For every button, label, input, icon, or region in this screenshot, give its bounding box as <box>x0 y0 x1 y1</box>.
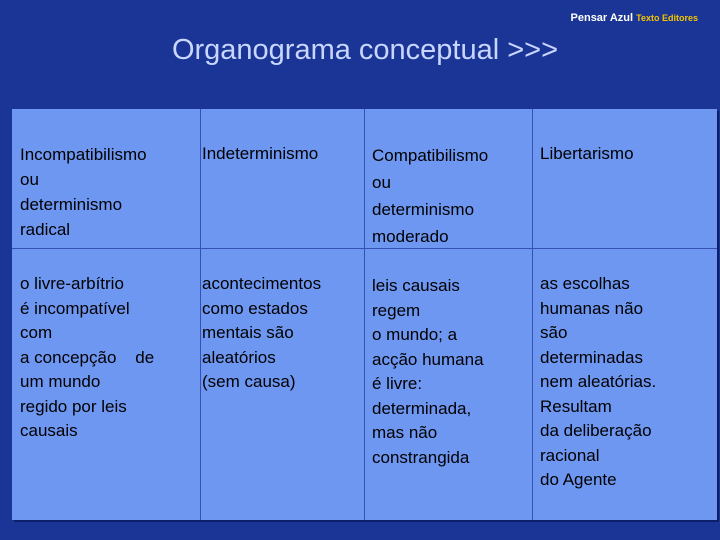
row-divider <box>12 248 717 249</box>
column-divider <box>364 109 365 520</box>
brand-logo <box>571 12 698 24</box>
brand-publisher: Texto Editores <box>636 13 698 23</box>
column-divider <box>200 109 201 520</box>
description-compatibilismo: leis causais regem o mundo; a acção humana é livre: determinada, mas não constrangida <box>372 276 484 467</box>
description-libertarismo: as escolhas humanas não são determinadas nem aleatórias. Resultam da deliberação racional do Agente <box>540 274 657 489</box>
header-incompatibilismo: Incompatibilismo ou determinismo radical <box>20 145 147 239</box>
header-libertarismo: Libertarismo <box>540 144 634 163</box>
page-title: Organograma conceptual >>> <box>171 34 559 66</box>
column-divider <box>532 109 533 520</box>
brand-name: Pensar Azul <box>570 12 634 24</box>
header-indeterminismo: Indeterminismo <box>202 144 319 163</box>
header-compatibilismo: Compatibilismo ou determinismo moderado <box>372 146 489 246</box>
description-incompatibilismo: o livre-arbítrio é incompatível com a concepção de um mundo regido por leis causais <box>20 274 155 440</box>
concept-table <box>12 109 717 520</box>
description-indeterminismo: acontecimentos como estados mentais são aleatórios (sem causa) <box>202 274 322 391</box>
